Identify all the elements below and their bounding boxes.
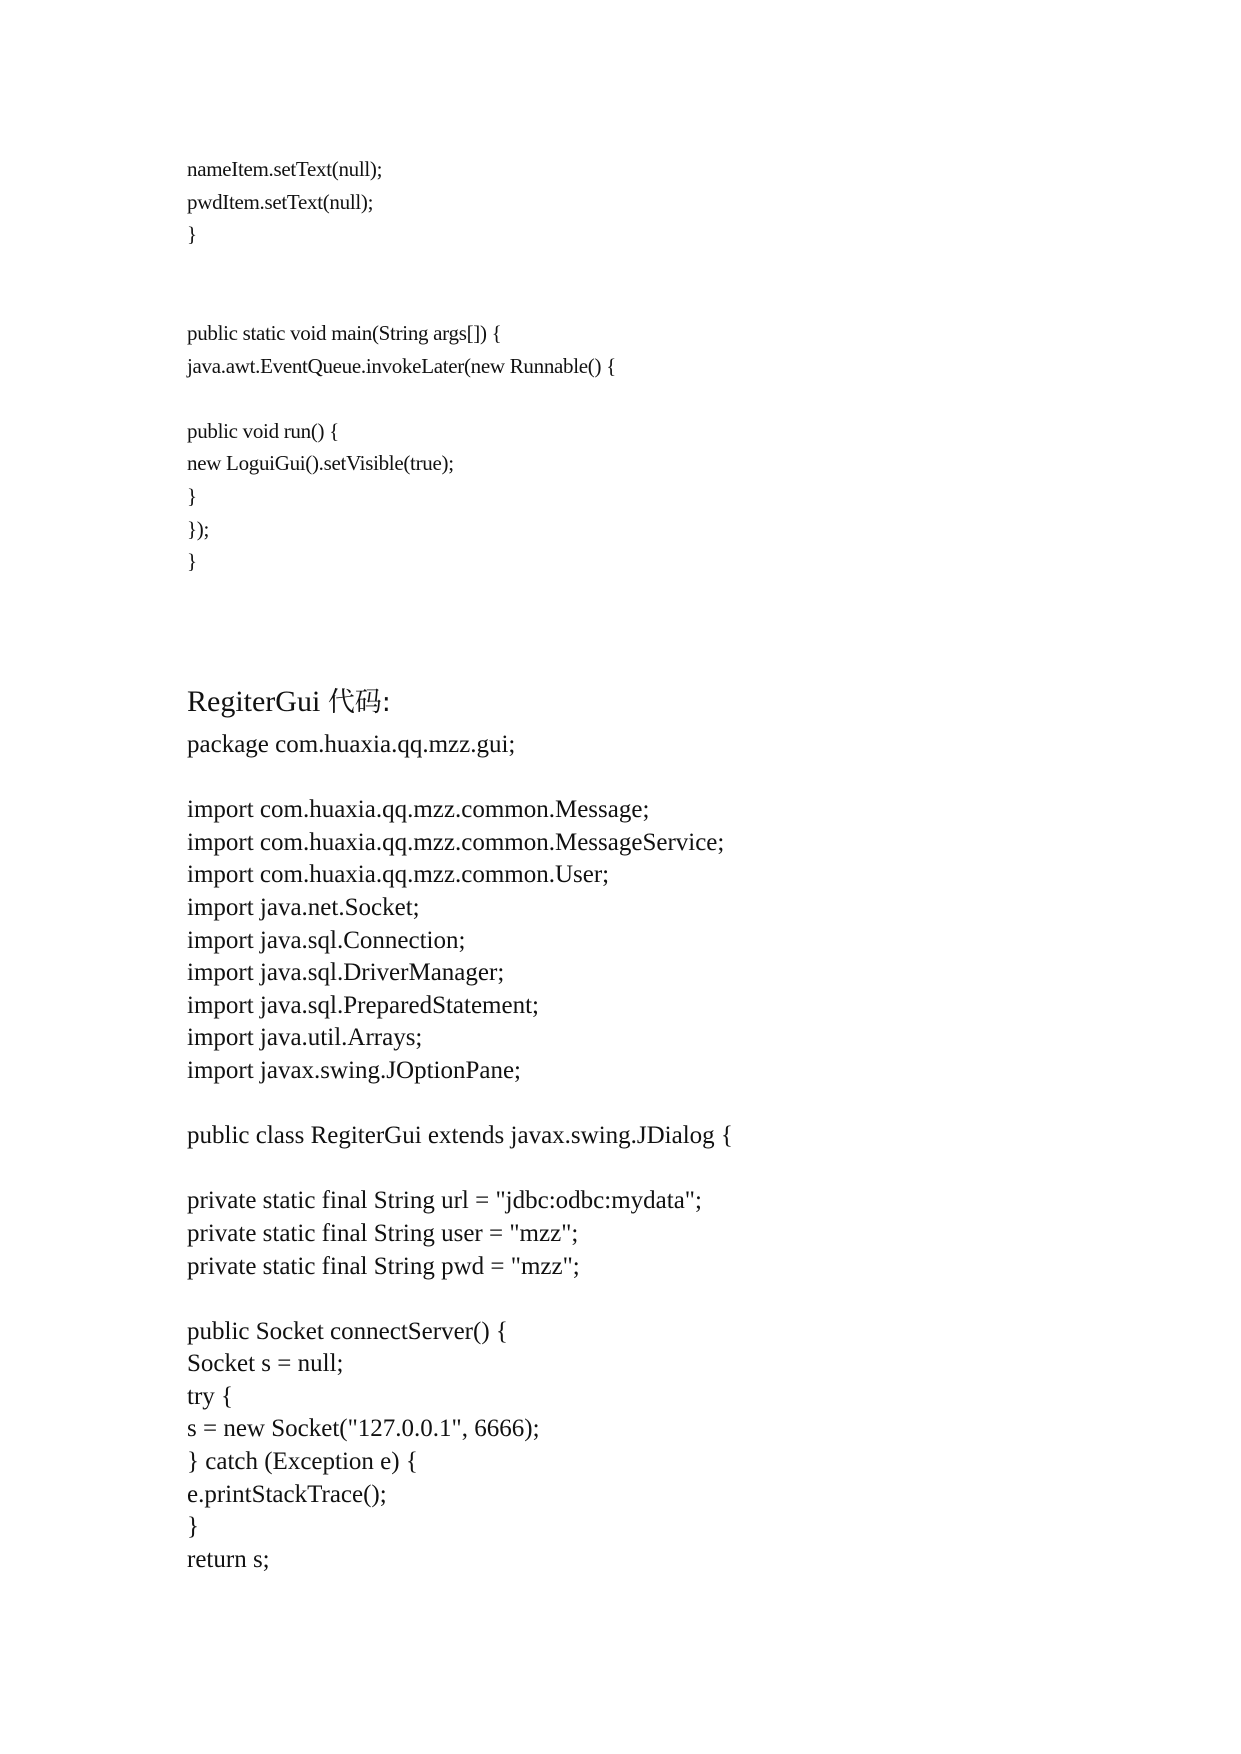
code-line: return s; xyxy=(187,1545,270,1573)
code-line: Socket s = null; xyxy=(187,1350,344,1378)
code-line: private static final String user = "mzz"; xyxy=(187,1219,579,1247)
code-line: } xyxy=(187,222,197,247)
code-line: new LoguiGui().setVisible(true); xyxy=(187,451,454,476)
section-heading-latin: RegiterGui xyxy=(187,685,328,718)
code-line xyxy=(187,1088,733,1121)
code-line: public static void main(String args[]) { xyxy=(187,321,502,345)
code-line: public void run() { xyxy=(187,418,339,443)
code-line: private static final String url = "jdbc:odbc:mydata"; xyxy=(187,1187,702,1215)
code-line xyxy=(187,1283,733,1316)
code-block-regitergui xyxy=(187,729,733,1576)
code-line: } xyxy=(187,1513,199,1541)
code-line: nameItem.setText(null); xyxy=(187,157,383,181)
code-line: import java.net.Socket; xyxy=(187,893,420,921)
code-line xyxy=(187,382,616,415)
code-line: import com.huaxia.qq.mzz.common.Message; xyxy=(187,796,650,824)
code-line: } catch (Exception e) { xyxy=(187,1448,418,1476)
code-line: import java.sql.DriverManager; xyxy=(187,959,505,987)
code-line: private static final String pwd = "mzz"; xyxy=(187,1252,580,1280)
code-block-main-method xyxy=(187,317,616,578)
code-line: e.printStackTrace(); xyxy=(187,1480,387,1508)
code-block-top xyxy=(187,153,382,251)
code-line: pwdItem.setText(null); xyxy=(187,189,374,214)
code-line: import com.huaxia.qq.mzz.common.MessageService; xyxy=(187,828,725,856)
code-line: java.awt.EventQueue.invokeLater(new Runnable() { xyxy=(187,353,616,378)
code-line: public Socket connectServer() { xyxy=(187,1317,508,1345)
code-line: s = new Socket("127.0.0.1", 6666); xyxy=(187,1415,540,1443)
code-line xyxy=(187,762,733,795)
code-line: try { xyxy=(187,1382,234,1410)
section-heading-cjk: 代码: xyxy=(327,687,391,718)
code-line: import java.sql.Connection; xyxy=(187,926,466,954)
code-line: import com.huaxia.qq.mzz.common.User; xyxy=(187,861,610,889)
code-line: import javax.swing.JOptionPane; xyxy=(187,1056,521,1084)
code-line xyxy=(187,1153,733,1186)
section-heading xyxy=(187,682,391,723)
code-line: public class RegiterGui extends javax.swing.JDialog { xyxy=(187,1122,733,1150)
code-line: } xyxy=(187,483,197,508)
code-line: import java.util.Arrays; xyxy=(187,1024,423,1052)
code-line: }); xyxy=(187,516,210,541)
code-line: } xyxy=(187,549,197,574)
code-line: import java.sql.PreparedStatement; xyxy=(187,991,539,1019)
code-line: package com.huaxia.qq.mzz.gui; xyxy=(187,731,516,758)
